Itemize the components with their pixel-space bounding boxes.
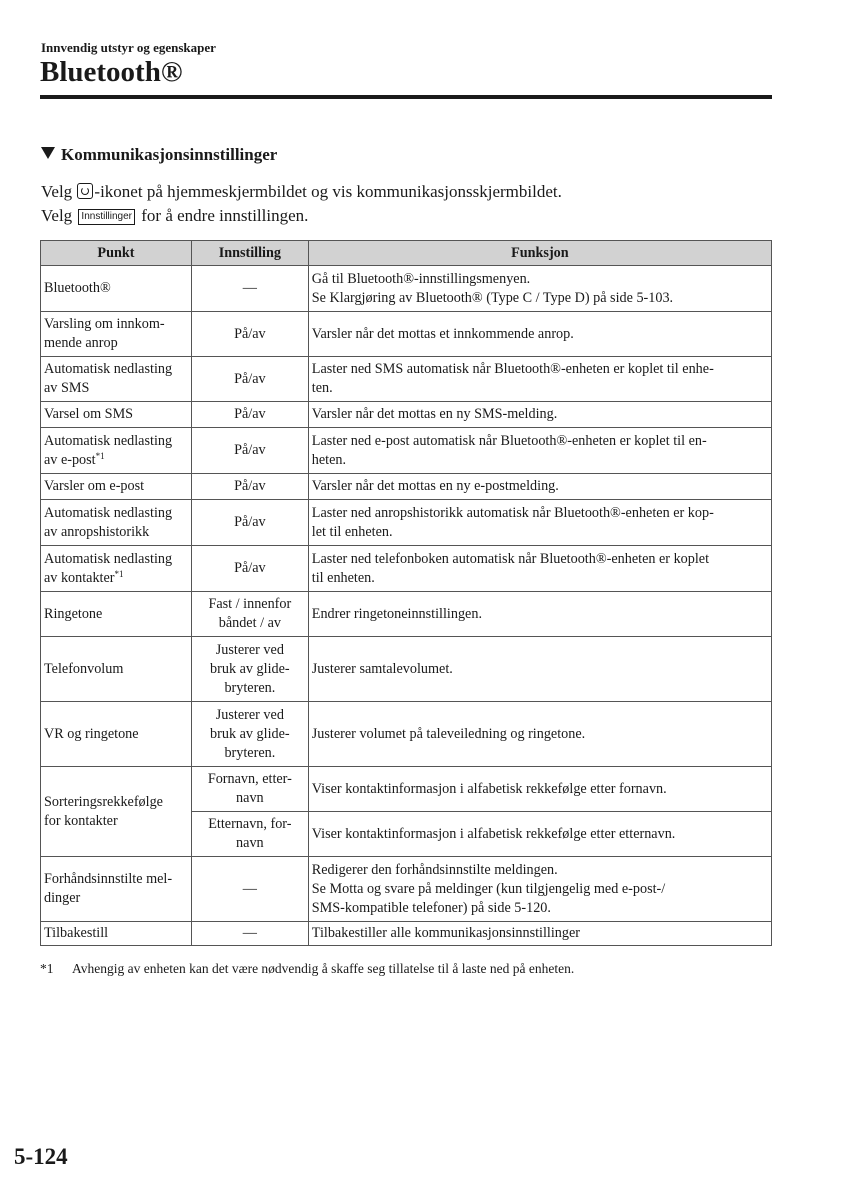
subsection-title: Kommunikasjonsinnstillinger xyxy=(61,145,278,164)
cell-innstilling: Etternavn, for- navn xyxy=(191,812,308,857)
table-row xyxy=(41,546,772,592)
cell-funksjon: Laster ned SMS automatisk når Bluetooth®-enheten er koplet til enhe- ten. xyxy=(308,357,771,402)
table-row xyxy=(41,402,772,428)
table-row xyxy=(41,922,772,946)
cell-innstilling: — xyxy=(191,266,308,312)
cell-funksjon: Viser kontaktinformasjon i alfabetisk rekkefølge etter fornavn. xyxy=(308,767,771,812)
page-number: 5-124 xyxy=(14,1144,68,1169)
table-row xyxy=(41,637,772,702)
table-row xyxy=(41,312,772,357)
title-rule xyxy=(40,95,772,99)
phone-icon xyxy=(77,183,93,199)
footnote-text: Avhengig av enheten kan det være nødvendig å skaffe seg tillatelse til å laste ned på enheten. xyxy=(72,961,575,976)
cell-innstilling: Justerer ved bruk av glide- bryteren. xyxy=(191,637,308,702)
cell-punkt: Telefonvolum xyxy=(41,637,192,702)
footnote-mark: *1 xyxy=(40,961,54,976)
intro-text xyxy=(41,180,562,228)
cell-punkt: Ringetone xyxy=(41,592,192,637)
cell-innstilling: — xyxy=(191,857,308,922)
cell-innstilling: Fast / innenfor båndet / av xyxy=(191,592,308,637)
column-header-innstilling: Innstilling xyxy=(191,241,308,266)
cell-punkt: Varsler om e-post xyxy=(41,474,192,500)
table-row xyxy=(41,857,772,922)
cell-innstilling: På/av xyxy=(191,428,308,474)
footnote-ref: *1 xyxy=(114,568,124,579)
cell-funksjon: Justerer samtalevolumet. xyxy=(308,637,771,702)
subsection-heading xyxy=(41,145,277,165)
intro-line-1: Velg -ikonet på hjemmeskjermbildet og vis kommunikasjonsskjermbildet. xyxy=(41,182,562,201)
cell-punkt: Varsling om innkom- mende anrop xyxy=(41,312,192,357)
cell-innstilling: På/av xyxy=(191,402,308,428)
table-row xyxy=(41,474,772,500)
cell-funksjon: Laster ned telefonboken automatisk når Bluetooth®-enheten er koplet til enheten. xyxy=(308,546,771,592)
cell-funksjon: Justerer volumet på taleveiledning og ringetone. xyxy=(308,702,771,767)
cell-punkt: VR og ringetone xyxy=(41,702,192,767)
cell-punkt: Automatisk nedlasting av SMS xyxy=(41,357,192,402)
cell-funksjon: Redigerer den forhåndsinnstilte meldingen. Se Motta og svare på meldinger (kun tilgjengelig med e-post-/ SMS-kompatible telefoner) på side 5-120. xyxy=(308,857,771,922)
intro-line-2: Velg Innstillinger for å endre innstillingen. xyxy=(41,206,309,225)
cell-funksjon: Laster ned e-post automatisk når Bluetooth®-enheten er koplet til en- heten. xyxy=(308,428,771,474)
cell-innstilling: — xyxy=(191,922,308,946)
cell-punkt: Automatisk nedlasting av kontakter$^{*1}$ xyxy=(41,546,192,592)
cell-innstilling: På/av xyxy=(191,357,308,402)
cell-innstilling: Justerer ved bruk av glide- bryteren. xyxy=(191,702,308,767)
page-title: Bluetooth® xyxy=(40,56,183,88)
table-row xyxy=(41,767,772,812)
footnote xyxy=(40,961,574,977)
table-row xyxy=(41,702,772,767)
cell-funksjon: Laster ned anropshistorikk automatisk når Bluetooth®-enheten er kop- let til enheten. xyxy=(308,500,771,546)
cell-funksjon: Varsler når det mottas en ny SMS-melding. xyxy=(308,402,771,428)
cell-innstilling: På/av xyxy=(191,500,308,546)
cell-punkt: Sorteringsrekkefølge for kontakter xyxy=(41,767,192,857)
cell-funksjon: Viser kontaktinformasjon i alfabetisk rekkefølge etter etternavn. xyxy=(308,812,771,857)
footnote-ref: *1 xyxy=(95,450,105,461)
table-header-row xyxy=(41,241,772,266)
settings-button-label: Innstillinger xyxy=(78,209,135,225)
cell-funksjon: Varsler når det mottas en ny e-postmelding. xyxy=(308,474,771,500)
column-header-punkt: Punkt xyxy=(41,241,192,266)
triangle-down-icon xyxy=(41,147,55,159)
cell-punkt: Automatisk nedlasting av anropshistorikk xyxy=(41,500,192,546)
settings-table xyxy=(40,240,772,946)
cell-punkt: Bluetooth® xyxy=(41,266,192,312)
table-row xyxy=(41,592,772,637)
cell-innstilling: På/av xyxy=(191,312,308,357)
cell-innstilling: Fornavn, etter- navn xyxy=(191,767,308,812)
table-row xyxy=(41,500,772,546)
section-label: Innvendig utstyr og egenskaper xyxy=(41,40,216,55)
cell-punkt: Automatisk nedlasting av e-post$^{*1}$ xyxy=(41,428,192,474)
cell-funksjon: Gå til Bluetooth®-innstillingsmenyen. Se Klargjøring av Bluetooth® (Type C / Type D) på side 5-103. xyxy=(308,266,771,312)
column-header-funksjon: Funksjon xyxy=(308,241,771,266)
cell-punkt: Tilbakestill xyxy=(41,922,192,946)
cell-funksjon: Tilbakestiller alle kommunikasjonsinnstillinger xyxy=(308,922,771,946)
cell-innstilling: På/av xyxy=(191,546,308,592)
cell-funksjon: Varsler når det mottas et innkommende anrop. xyxy=(308,312,771,357)
cell-funksjon: Endrer ringetoneinnstillingen. xyxy=(308,592,771,637)
table-row xyxy=(41,266,772,312)
table-row xyxy=(41,357,772,402)
cell-punkt: Varsel om SMS xyxy=(41,402,192,428)
cell-punkt: Forhåndsinnstilte mel- dinger xyxy=(41,857,192,922)
cell-innstilling: På/av xyxy=(191,474,308,500)
table-row xyxy=(41,428,772,474)
